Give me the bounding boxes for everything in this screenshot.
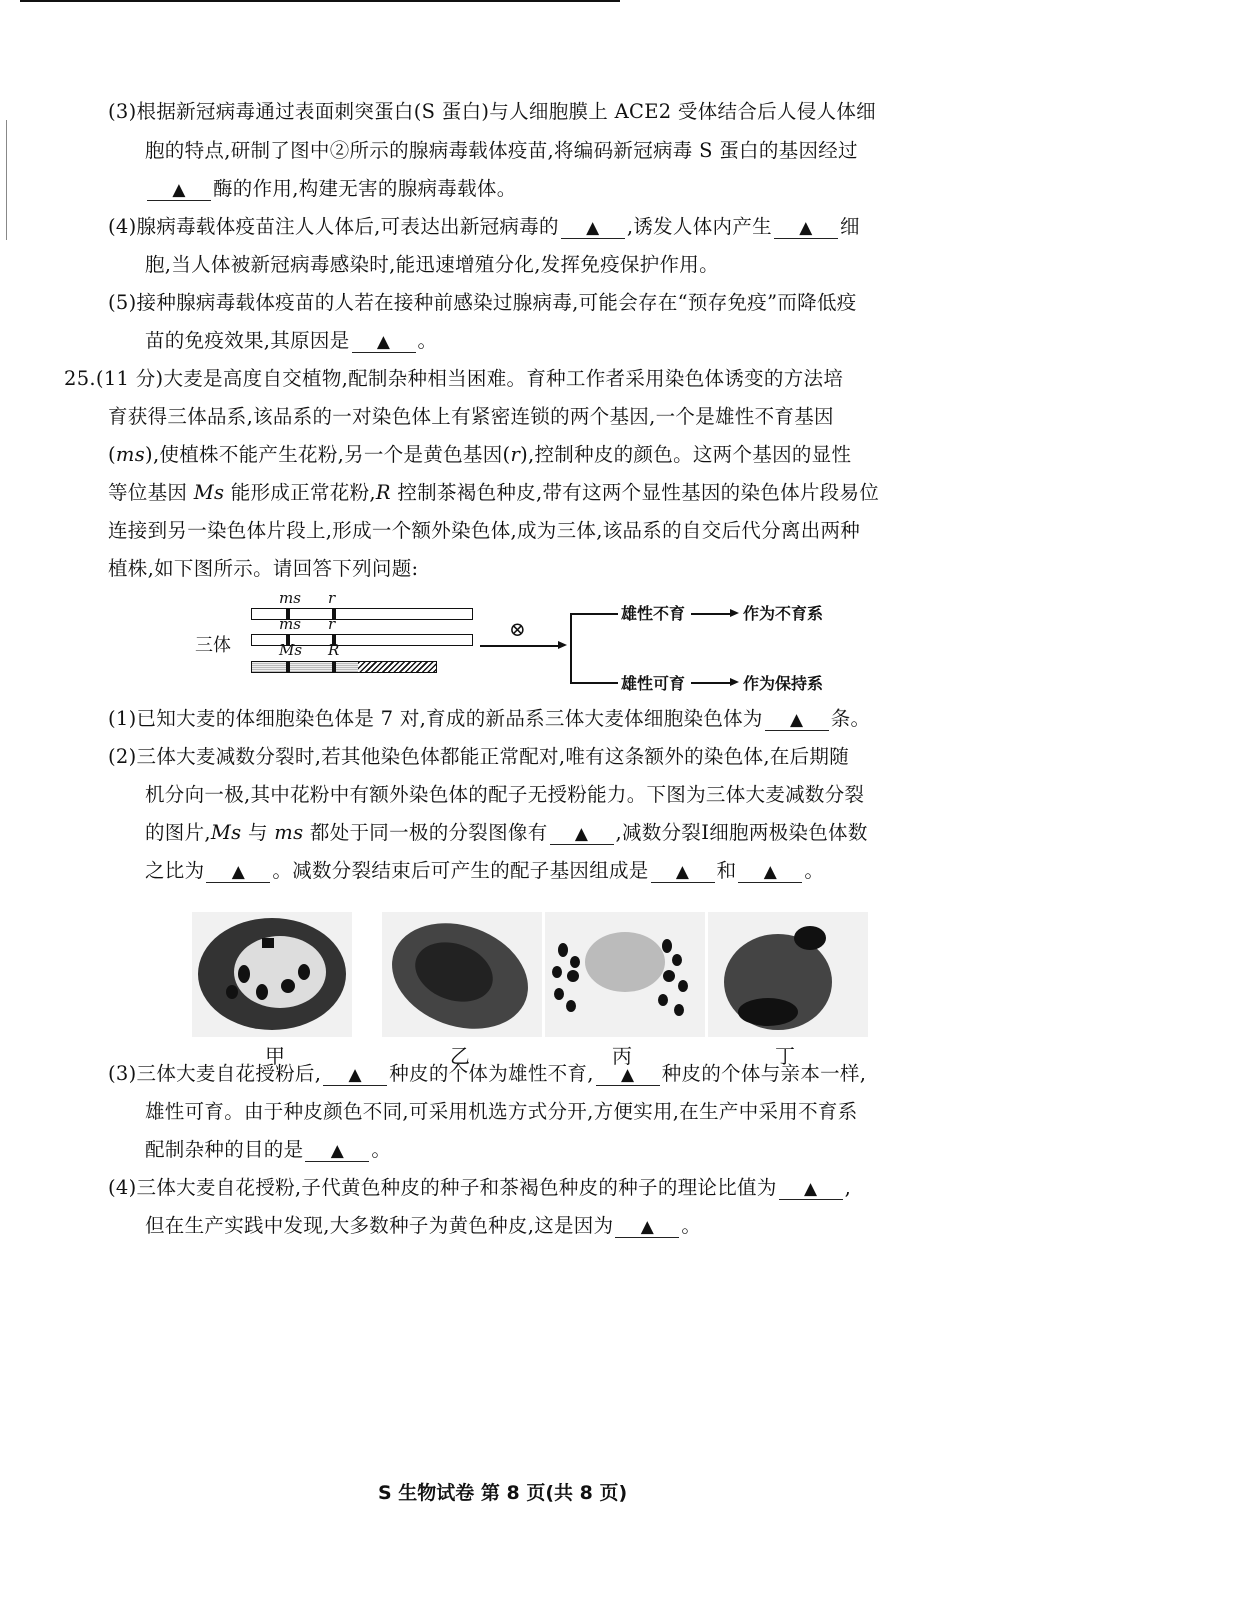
branch-line <box>570 613 572 683</box>
triangle-marker-icon: ▲ <box>803 1179 818 1199</box>
photo-caption: 甲 <box>265 1044 285 1068</box>
text: 。减数分裂结束后可产生的配子基因组成是 <box>272 859 649 882</box>
micrograph-yi <box>382 912 542 1037</box>
q25-intro-line3 <box>108 443 851 467</box>
text: (3)三体大麦自花授粉后, <box>108 1062 322 1085</box>
gene-band <box>286 661 290 673</box>
arrow-right-icon <box>730 609 739 617</box>
q25-p3-line2: 雄性可育。由于种皮颜色不同,可采用机选方式分开,方便实用,在生产中采用不育系 <box>145 1100 858 1123</box>
top-border-line <box>20 0 620 2</box>
q24-p3-line2: 胞的特点,研制了图中②所示的腺病毒载体疫苗,将编码新冠病毒 S 蛋白的基因经过 <box>145 139 858 162</box>
answer-blank[interactable] <box>765 709 829 731</box>
q25-intro-line1: 25.(11 分)大麦是高度自交植物,配制杂种相当困难。育种工作者采用染色体诱变的方法培 <box>64 367 844 390</box>
q24-p4-line2: 胞,当人体被新冠病毒感染时,能迅速增殖分化,发挥免疫保护作用。 <box>145 253 719 276</box>
text: (1)已知大麦的体细胞染色体是 7 对,育成的新品系三体大麦体细胞染色体为 <box>108 707 763 730</box>
triangle-marker-icon: ▲ <box>640 1217 655 1237</box>
text: ),使植株不能产生花粉,另一个是黄色基因( <box>145 443 511 466</box>
triangle-marker-icon: ▲ <box>799 218 813 238</box>
triangle-marker-icon: ▲ <box>231 862 246 882</box>
gene-Ms: Ms <box>210 821 242 844</box>
text: 之比为 <box>145 859 205 882</box>
micrograph-ding <box>708 912 868 1037</box>
triangle-marker-icon: ▲ <box>586 218 600 238</box>
outcome-phenotype: 雄性可育 <box>621 674 686 693</box>
text: ,诱发人体内产生 <box>626 215 772 238</box>
answer-blank[interactable] <box>352 331 416 353</box>
answer-blank[interactable] <box>738 861 802 883</box>
arrow-right-icon <box>730 678 739 686</box>
text: 。 <box>417 329 438 352</box>
answer-blank[interactable] <box>305 1140 369 1162</box>
text: 。 <box>804 859 825 882</box>
gene-label: ms <box>279 615 301 633</box>
cell-image <box>192 912 352 1037</box>
gene-r: r <box>510 443 521 466</box>
micrograph-jia <box>192 912 352 1037</box>
text: 酶的作用,构建无害的腺病毒载体。 <box>213 177 517 200</box>
gene-label: r <box>328 615 336 633</box>
q25-p2-line2: 机分向一极,其中花粉中有额外染色体的配子无授粉能力。下图为三体大麦减数分裂 <box>145 783 865 806</box>
text: 。 <box>681 1214 702 1237</box>
gene-label: r <box>328 589 336 607</box>
cell-image <box>545 912 705 1037</box>
outcome-use: 作为不育系 <box>743 604 824 623</box>
q25-intro-line6: 植株,如下图所示。请回答下列问题: <box>108 557 419 580</box>
triangle-marker-icon: ▲ <box>675 862 690 882</box>
text: , <box>844 1176 852 1199</box>
q25-p2-line1: (2)三体大麦减数分裂时,若其他染色体都能正常配对,唯有这条额外的染色体,在后期随 <box>108 745 850 768</box>
gene-ms: ms <box>115 443 146 466</box>
q24-p4-line1 <box>108 215 860 239</box>
cell-image <box>382 912 542 1037</box>
arrow-line <box>691 682 731 684</box>
q25-intro-line2: 育获得三体品系,该品系的一对染色体上有紧密连锁的两个基因,一个是雄性不育基因 <box>108 405 834 428</box>
q25-p4-line2 <box>145 1214 701 1238</box>
answer-blank[interactable] <box>615 1216 679 1238</box>
triangle-marker-icon: ▲ <box>574 824 589 844</box>
text: ),控制种皮的颜色。这两个基因的显性 <box>520 443 852 466</box>
answer-blank[interactable] <box>550 823 614 845</box>
q25-p2-line4 <box>145 859 824 883</box>
text: 的图片, <box>145 821 211 844</box>
outcome-phenotype: 雄性不育 <box>621 604 686 623</box>
q24-p3-line1: (3)根据新冠病毒通过表面刺突蛋白(S 蛋白)与人细胞膜上 ACE2 受体结合后人侵人体细 <box>108 100 876 123</box>
text: 细 <box>839 215 860 238</box>
left-margin-rule <box>6 120 7 240</box>
text: 能形成正常花粉, <box>224 481 376 504</box>
answer-blank[interactable] <box>779 1178 843 1200</box>
triangle-marker-icon: ▲ <box>172 180 186 200</box>
triangle-marker-icon: ▲ <box>790 710 804 730</box>
triangle-marker-icon: ▲ <box>763 862 778 882</box>
arrow-right-icon <box>558 641 567 649</box>
gene-R: R <box>375 481 391 504</box>
q25-intro-line5: 连接到另一染色体片段上,形成一个额外染色体,成为三体,该品系的自交后代分离出两种 <box>108 519 861 542</box>
extra-chromosome <box>251 661 437 673</box>
answer-blank[interactable] <box>147 179 211 201</box>
q25-p3-line3 <box>145 1138 391 1162</box>
answer-blank[interactable] <box>651 861 715 883</box>
answer-blank[interactable] <box>323 1064 387 1086</box>
text: ,减数分裂Ⅰ细胞两极染色体数 <box>615 821 868 844</box>
photo-caption: 丁 <box>775 1044 795 1068</box>
text: 等位基因 <box>108 481 194 504</box>
answer-blank[interactable] <box>561 217 625 239</box>
text: (4)三体大麦自花授粉,子代黄色种皮的种子和茶褐色种皮的种子的理论比值为 <box>108 1176 777 1199</box>
gene-ms: ms <box>274 821 304 844</box>
photo-caption: 乙 <box>450 1044 470 1068</box>
q25-p2-line3 <box>145 821 868 845</box>
text: 与 <box>241 821 275 844</box>
branch-top <box>570 613 618 615</box>
photo-caption: 丙 <box>612 1044 632 1068</box>
text: 但在生产实践中发现,大多数种子为黄色种皮,这是因为 <box>145 1214 614 1237</box>
text: 。 <box>371 1138 392 1161</box>
micrograph-bing <box>545 912 705 1037</box>
outcome-use: 作为保持系 <box>743 674 824 693</box>
gene-label: ms <box>279 589 301 607</box>
text: 控制茶褐色种皮,带有这两个显性基因的染色体片段易位 <box>390 481 880 504</box>
triangle-marker-icon: ▲ <box>376 332 391 352</box>
gene-Ms: Ms <box>193 481 225 504</box>
selfing-symbol: ⊗ <box>509 617 526 641</box>
triangle-marker-icon: ▲ <box>621 1065 635 1085</box>
answer-blank[interactable] <box>596 1064 660 1086</box>
text: 苗的免疫效果,其原因是 <box>145 329 350 352</box>
cell-image <box>708 912 868 1037</box>
answer-blank[interactable] <box>206 861 270 883</box>
text: 种皮的个体为雄性不育, <box>389 1062 594 1085</box>
translocated-segment <box>358 662 436 672</box>
text: 种皮的个体与亲本一样, <box>661 1062 867 1085</box>
triangle-marker-icon: ▲ <box>330 1141 345 1161</box>
text: 和 <box>716 859 737 882</box>
page-footer: S 生物试卷 第 8 页(共 8 页) <box>378 1482 628 1504</box>
text: ( <box>108 443 116 466</box>
branch-bottom <box>570 682 618 684</box>
text: 条。 <box>830 707 871 730</box>
arrow-line <box>480 645 560 647</box>
gene-band <box>332 661 336 673</box>
trisomy-diagram <box>195 589 875 703</box>
text: 配制杂种的目的是 <box>145 1138 304 1161</box>
q25-intro-line4 <box>108 481 879 505</box>
q25-p4-line1 <box>108 1176 851 1200</box>
q24-p5-line1: (5)接种腺病毒载体疫苗的人若在接种前感染过腺病毒,可能会存在“预存免疫”而降低疫 <box>108 291 857 314</box>
gene-label: R <box>328 641 340 659</box>
q24-p5-line2 <box>145 329 437 353</box>
q25-p3-line1 <box>108 1062 866 1086</box>
q25-p1 <box>108 707 870 731</box>
gene-label: Ms <box>279 641 303 659</box>
text: 都处于同一极的分裂图像有 <box>303 821 548 844</box>
answer-blank[interactable] <box>774 217 838 239</box>
q24-p3-line3 <box>145 177 517 201</box>
arrow-line <box>691 613 731 615</box>
text: (4)腺病毒载体疫苗注人人体后,可表达出新冠病毒的 <box>108 215 559 238</box>
trisomy-label: 三体 <box>195 635 231 656</box>
triangle-marker-icon: ▲ <box>348 1065 362 1085</box>
